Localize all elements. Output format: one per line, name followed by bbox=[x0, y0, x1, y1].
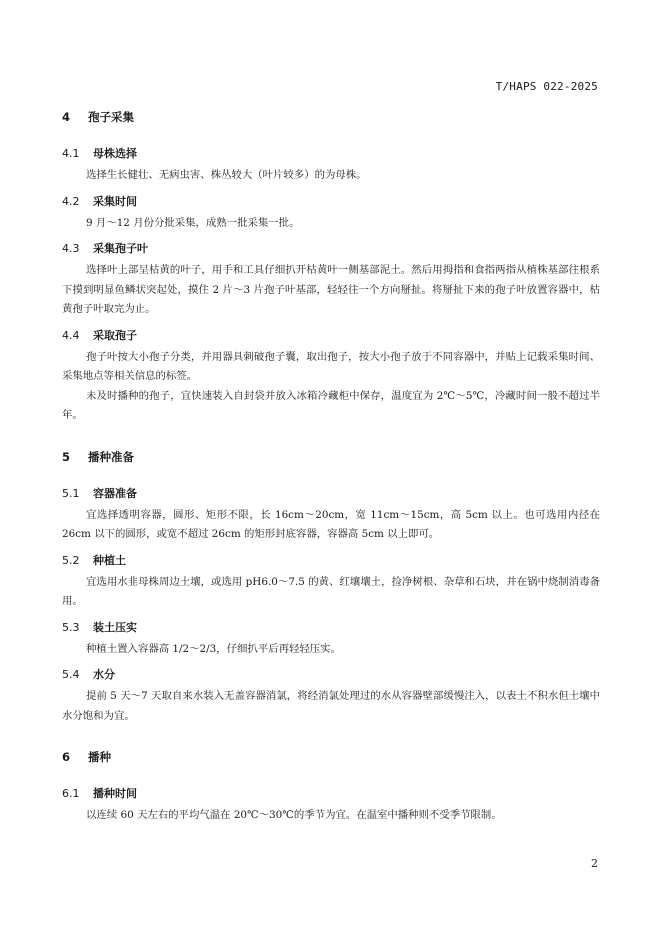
paragraph: 宜选择透明容器，圆形、矩形不限，长 16cm～20cm，宽 11cm～15cm，高 5cm 以上。也可选用内径在 26cm 以下的圆形，或宽不超过 26cm 的矩形封底容器，容器高 5cm 以上即可。 bbox=[62, 508, 600, 540]
paragraph: 选择叶上部呈枯黄的叶子，用手和工具仔细扒开枯黄叶一侧基部泥土。然后用拇指和食指两指从植株基部往根系下摸到明显鱼鳞状突起处，摸住 2 片～3 片孢子叶基部，轻轻往一个方向掰扯。将掰扯下来的孢子叶放置容器中，枯黄孢子叶取完为止。 bbox=[62, 264, 600, 315]
paragraph: 选择生长健壮、无病虫害、株丛较大（叶片较多）的为母株。 bbox=[86, 169, 367, 181]
paragraph: 未及时播种的孢子，宜快速装入自封袋并放入冰箱冷藏柜中保存，温度宜为 2℃～5℃，冷藏时间一般不超过半年。 bbox=[62, 389, 600, 421]
section-heading-4: 4 孢子采集 bbox=[62, 110, 134, 124]
paragraph: 种植土置入容器高 1/2～2/3，仔细扒平后再轻轻压实。 bbox=[86, 642, 341, 655]
section-heading-6: 6 播种 bbox=[62, 750, 111, 764]
subsection-heading-5-2: 5.2 种植土 bbox=[62, 553, 126, 567]
section-heading-5: 5 播种准备 bbox=[62, 449, 134, 464]
paragraph: 孢子叶按大小孢子分类，并用器具刺破孢子囊，取出孢子，按大小孢子放于不同容器中，并贴上记载采集时间、采集地点等相关信息的标签。 bbox=[62, 350, 600, 382]
subsection-heading-4-4: 4.4 采取孢子 bbox=[62, 328, 137, 342]
paragraph: 9 月～12 月份分批采集，成熟一批采集一批。 bbox=[86, 216, 300, 229]
document-code: T/HAPS 022-2025 bbox=[495, 80, 598, 93]
subsection-heading-5-1: 5.1 容器准备 bbox=[62, 486, 137, 500]
page-number: 2 bbox=[591, 857, 598, 870]
subsection-heading-4-1: 4.1 母株选择 bbox=[62, 147, 137, 160]
paragraph: 以连续 60 天左右的平均气温在 20℃～30℃的季节为宜。在温室中播种则不受季节限制。 bbox=[86, 809, 502, 821]
document-body bbox=[62, 104, 600, 826]
subsection-heading-5-4: 5.4 水分 bbox=[62, 668, 115, 681]
subsection-heading-5-3: 5.3 装土压实 bbox=[62, 620, 137, 634]
paragraph: 宜选用水韭母株周边土壤，或选用 pH6.0～7.5 的黄、红壤壤土，捡净树根、杂草和石块，并在锅中烧制消毒备用。 bbox=[62, 575, 600, 607]
subsection-heading-4-3: 4.3 采集孢子叶 bbox=[62, 242, 148, 255]
subsection-heading-4-2: 4.2 采集时间 bbox=[62, 194, 137, 208]
subsection-heading-6-1: 6.1 播种时间 bbox=[62, 787, 137, 800]
paragraph: 提前 5 天～7 天取自来水装入无盖容器消氯，将经消氯处理过的水从容器壁部缓慢注入，以表土不积水但土壤中水分饱和为宜。 bbox=[62, 690, 600, 722]
